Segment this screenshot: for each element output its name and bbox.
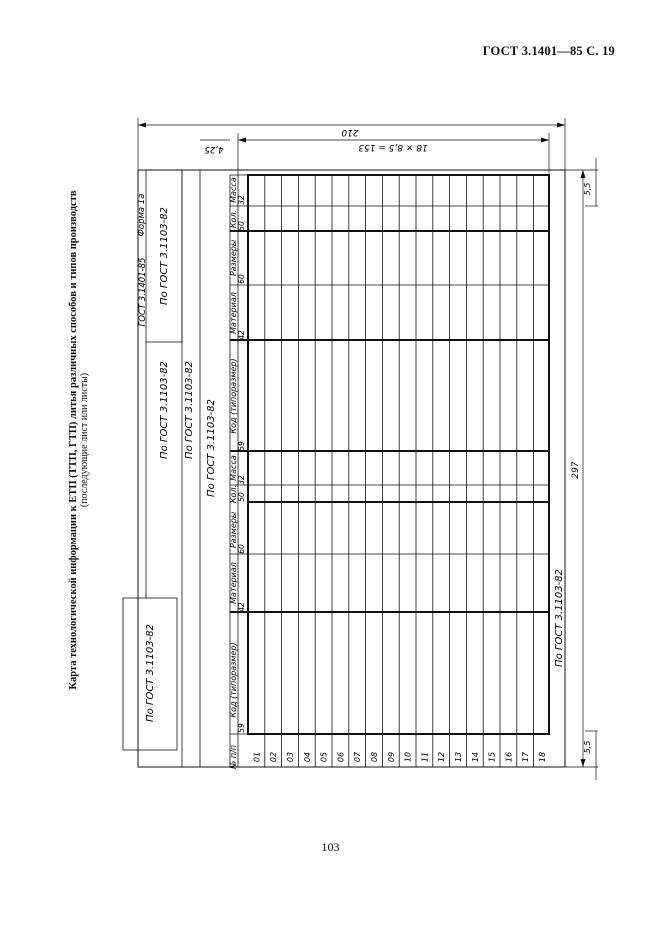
row-number: 17 bbox=[521, 751, 531, 763]
dim-small: 4,25 bbox=[204, 144, 224, 154]
dim-margin-top: 5,5 bbox=[583, 182, 592, 196]
col-qty: Кол. bbox=[229, 484, 238, 504]
col-code: Код (типоразмер) bbox=[229, 642, 238, 718]
ref-title-mid3: По ГОСТ 3.1103-82 bbox=[206, 399, 217, 497]
row-number: 02 bbox=[269, 751, 279, 763]
row-number: 01 bbox=[252, 751, 262, 763]
row-number: 09 bbox=[386, 751, 396, 763]
row-grid bbox=[265, 175, 534, 767]
dim-rows-width: 18 × 8,5 = 153 bbox=[358, 142, 428, 152]
dim-width: 210 bbox=[341, 127, 359, 137]
row-number: 08 bbox=[370, 751, 379, 763]
code-60: 60 bbox=[237, 544, 246, 554]
col-mass-2: Масса bbox=[229, 177, 238, 203]
dim-height: 297 bbox=[571, 461, 581, 479]
ref-title-left: По ГОСТ 3.1103-82 bbox=[145, 624, 156, 722]
row-number: 13 bbox=[454, 751, 463, 763]
col-qty-2: Кол. bbox=[229, 209, 238, 229]
form-label: Форма 1а bbox=[137, 193, 147, 237]
row-number: 05 bbox=[319, 751, 329, 763]
row-number: 14 bbox=[470, 751, 480, 763]
code-50-2: 50 bbox=[237, 221, 246, 231]
row-number: 04 bbox=[302, 751, 312, 763]
code-59: 59 bbox=[237, 723, 246, 733]
row-number: 06 bbox=[336, 751, 346, 763]
col-material-2: Материал bbox=[229, 292, 238, 334]
col-sizes-2: Размеры bbox=[229, 239, 238, 277]
page-number: 103 bbox=[321, 840, 340, 854]
code-50: 50 bbox=[237, 492, 246, 502]
row-number: 18 bbox=[538, 751, 547, 763]
ref-title-mid2: По ГОСТ 3.1103-82 bbox=[184, 361, 195, 459]
row-number: 16 bbox=[504, 751, 514, 763]
caption-title: Карта технологической информации к ЕТП (ТТП, ГТП) литья различных способов и типов производств bbox=[68, 190, 79, 690]
col-nn: № п/п bbox=[229, 744, 238, 770]
ref-title-mid1: По ГОСТ 3.1103-82 bbox=[159, 361, 170, 459]
col-mass: Масса bbox=[229, 455, 238, 481]
col-material: Материал bbox=[229, 562, 238, 604]
ref-title-top: По ГОСТ 3.1103-82 bbox=[159, 207, 170, 305]
row-number: 03 bbox=[286, 751, 295, 763]
gost-label: ГОСТ 3.1401-85 bbox=[138, 257, 148, 327]
row-number: 07 bbox=[353, 751, 363, 763]
col-code-2: Код (типоразмер) bbox=[229, 358, 238, 434]
page-header: ГОСТ 3.1401—85 С. 19 bbox=[482, 44, 615, 58]
col-sizes: Размеры bbox=[229, 511, 238, 549]
dim-margin-bottom: 5,5 bbox=[583, 740, 592, 754]
row-number: 11 bbox=[420, 751, 430, 763]
code-60-2: 60 bbox=[237, 274, 246, 284]
code-32: 32 bbox=[237, 475, 246, 485]
code-42-2: 42 bbox=[237, 330, 246, 340]
row-number: 15 bbox=[487, 751, 497, 763]
caption-subtitle: (последующие лист или листы) bbox=[79, 372, 90, 508]
code-32-2: 32 bbox=[237, 195, 246, 205]
ref-title-bottom: По ГОСТ 3.1103-82 bbox=[554, 569, 565, 667]
row-number-group bbox=[252, 751, 547, 762]
code-59-2: 59 bbox=[237, 441, 246, 451]
row-number: 10 bbox=[403, 751, 413, 763]
code-42: 42 bbox=[237, 602, 246, 612]
row-number: 12 bbox=[437, 751, 447, 763]
